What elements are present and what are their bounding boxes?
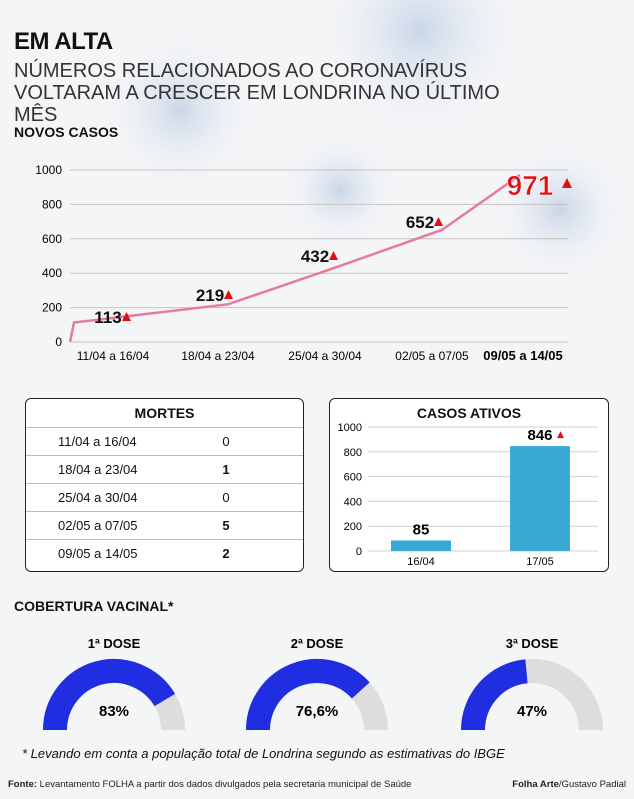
cobertura-label: COBERTURA VACINAL* (14, 598, 174, 614)
data-label: 846 (527, 427, 553, 445)
bar (510, 446, 570, 551)
mortes-panel (25, 398, 304, 572)
x-tick-label: 02/05 a 07/05 (395, 349, 469, 363)
y-tick-label: 1000 (35, 163, 62, 177)
y-tick-label: 200 (41, 300, 62, 315)
mortes-title: MORTES (134, 405, 195, 421)
y-tick-label: 600 (343, 471, 362, 484)
up-arrow-icon (434, 217, 443, 226)
y-tick-label: 1000 (337, 422, 362, 434)
page-subtitle: NÚMEROS RELACIONADOS AO CORONAVÍRUS VOLTARAM A CRESCER EM LONDRINA NO ÚLTIMO MÊS (14, 60, 500, 126)
row-period: 18/04 a 23/04 (58, 462, 138, 477)
series-line (70, 175, 520, 342)
table-row (26, 455, 303, 483)
footnote: * Levando em conta a população total de Londrina segundo as estimativas do IBGE (22, 746, 505, 761)
y-tick-label: 400 (41, 266, 62, 281)
y-tick-label: 800 (41, 197, 62, 212)
gauge-value: 47% (516, 703, 548, 720)
x-tick-label: 09/05 a 14/05 (483, 348, 563, 363)
credit-text: /Gustavo Padial (558, 779, 626, 790)
gauge-fill (55, 671, 165, 730)
gauge-title: 1ª DOSE (87, 636, 141, 651)
up-arrow-icon (329, 251, 338, 260)
up-arrow-icon (224, 290, 233, 299)
credit (512, 779, 626, 790)
row-period: 02/05 a 07/05 (58, 518, 138, 533)
row-period: 25/04 a 30/04 (58, 490, 138, 505)
novos-casos-chart (0, 150, 634, 375)
gauge-value: 83% (98, 703, 130, 720)
data-label: 971 (506, 170, 554, 201)
source-label: Fonte: (8, 779, 38, 790)
table-row (26, 483, 303, 511)
data-label: 219 (195, 286, 225, 305)
data-label: 85 (412, 521, 430, 539)
x-tick-label: 11/04 a 16/04 (76, 349, 150, 363)
row-value: 0 (222, 490, 230, 505)
gauge-fill (258, 671, 361, 730)
y-tick-label: 0 (55, 335, 62, 349)
table-row (26, 427, 303, 455)
page-title: EM ALTA (14, 28, 113, 55)
x-tick-label: 17/05 (526, 556, 554, 568)
y-tick-label: 200 (343, 521, 362, 534)
y-tick-label: 400 (343, 496, 362, 509)
casos-ativos-chart (330, 419, 608, 571)
y-tick-label: 600 (41, 231, 62, 246)
cobertura-gauges (0, 630, 634, 742)
novos-casos-label: NOVOS CASOS (14, 124, 119, 140)
gauge-value: 76,6% (295, 703, 339, 720)
casos-ativos-panel (329, 398, 609, 572)
y-tick-label: 0 (355, 546, 362, 558)
gauge-title: 3ª DOSE (505, 636, 559, 651)
data-label: 432 (300, 247, 330, 266)
up-arrow-icon (562, 178, 572, 188)
casos-ativos-title: CASOS ATIVOS (416, 405, 522, 421)
credit-label: Folha Arte (512, 779, 559, 790)
x-tick-label: 25/04 a 30/04 (288, 349, 362, 363)
row-period: 09/05 a 14/05 (58, 546, 138, 561)
source-note (8, 779, 411, 790)
row-value: 1 (222, 462, 230, 477)
row-period: 11/04 a 16/04 (58, 434, 137, 449)
x-tick-label: 18/04 a 23/04 (181, 349, 255, 363)
table-row (26, 539, 303, 567)
table-row (26, 511, 303, 539)
gauge-fill (473, 671, 526, 730)
gauge-title: 2ª DOSE (290, 636, 344, 651)
source-text: Levantamento FOLHA a partir dos dados divulgados pela secretaria municipal de Saúde (37, 779, 412, 790)
up-arrow-icon (557, 431, 564, 438)
x-tick-label: 16/04 (407, 556, 435, 568)
row-value: 0 (222, 434, 230, 449)
mortes-table (26, 427, 303, 567)
data-label: 652 (405, 213, 435, 232)
y-tick-label: 800 (343, 446, 362, 459)
bar (391, 540, 451, 551)
data-label: 113 (94, 308, 122, 327)
row-value: 5 (222, 518, 230, 533)
row-value: 2 (222, 546, 230, 561)
